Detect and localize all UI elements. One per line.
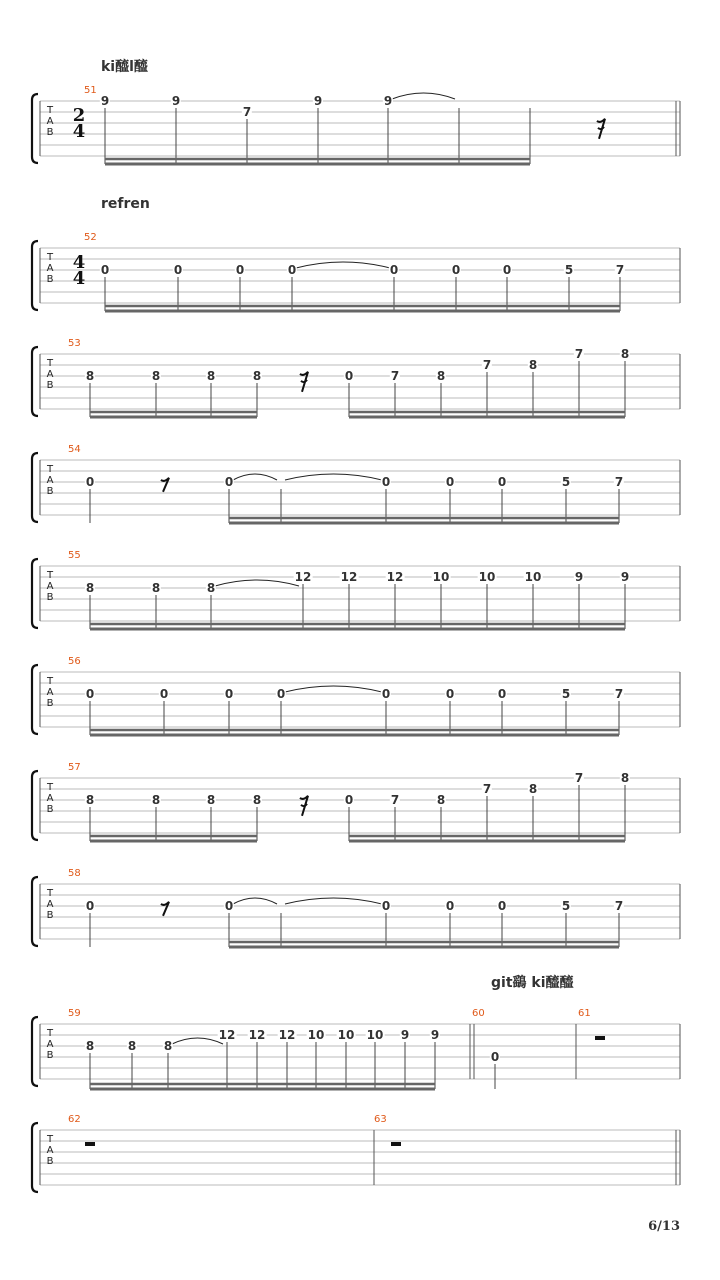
fret-number: 7 — [482, 782, 492, 796]
measure-number: 62 — [68, 1114, 81, 1125]
tab-clef-letter: B — [46, 127, 54, 138]
fret-number: 12 — [278, 1028, 296, 1042]
tab-clef-letter: A — [46, 793, 54, 804]
section-label: refren — [101, 196, 150, 212]
fret-number: 9 — [430, 1028, 440, 1042]
fret-number: 7 — [574, 771, 584, 785]
fret-number: 8 — [85, 581, 95, 595]
fret-number: 7 — [614, 475, 624, 489]
system-bracket — [32, 94, 38, 163]
tab-clef-letter: B — [46, 486, 54, 497]
tab-clef-letter: B — [46, 910, 54, 921]
fret-number: 10 — [432, 570, 450, 584]
system-bracket — [32, 347, 38, 416]
measure-number: 63 — [374, 1114, 387, 1125]
system-bracket — [32, 453, 38, 522]
time-signature: 4 — [72, 121, 86, 142]
fret-number: 10 — [524, 570, 542, 584]
fret-number: 7 — [242, 105, 252, 119]
tab-clef-letter: T — [46, 105, 54, 116]
fret-number: 0 — [100, 263, 110, 277]
fret-number: 8 — [528, 782, 538, 796]
tie — [285, 686, 382, 692]
tab-clef-letter: B — [46, 1156, 54, 1167]
fret-number: 8 — [436, 369, 446, 383]
fret-number: 12 — [340, 570, 358, 584]
sixteenth-rest-flag — [301, 804, 307, 806]
fret-number: 9 — [400, 1028, 410, 1042]
fret-number: 10 — [337, 1028, 355, 1042]
fret-number: 0 — [224, 475, 234, 489]
fret-number: 0 — [497, 687, 507, 701]
fret-number: 12 — [248, 1028, 266, 1042]
fret-number: 9 — [574, 570, 584, 584]
eighth-rest — [161, 902, 169, 916]
tie — [233, 898, 277, 904]
tie — [285, 898, 382, 904]
fret-number: 0 — [85, 687, 95, 701]
time-signature: 4 — [72, 268, 86, 289]
fret-number: 9 — [313, 94, 323, 108]
eighth-rest — [161, 478, 169, 492]
fret-number: 9 — [620, 570, 630, 584]
measure-number: 57 — [68, 762, 81, 773]
fret-number: 12 — [218, 1028, 236, 1042]
fret-number: 7 — [482, 358, 492, 372]
page-number: 6/13 — [648, 1219, 680, 1234]
tab-clef-letter: T — [46, 888, 54, 899]
section-label: git鷂 ki醯醯 — [491, 975, 574, 991]
section-label: ki醯l醯 — [101, 59, 148, 75]
measure-number: 54 — [68, 444, 81, 455]
fret-number: 0 — [445, 475, 455, 489]
fret-number: 8 — [620, 347, 630, 361]
whole-rest — [595, 1036, 605, 1040]
system-bracket — [32, 559, 38, 628]
fret-number: 0 — [502, 263, 512, 277]
measure-number: 59 — [68, 1008, 81, 1019]
fret-number: 7 — [614, 899, 624, 913]
tab-clef-letter: B — [46, 274, 54, 285]
fret-number: 0 — [490, 1050, 500, 1064]
fret-number: 0 — [344, 369, 354, 383]
tab-clef-letter: B — [46, 1050, 54, 1061]
fret-number: 12 — [294, 570, 312, 584]
fret-number: 7 — [390, 793, 400, 807]
fret-number: 7 — [615, 263, 625, 277]
fret-number: 0 — [159, 687, 169, 701]
fret-number: 0 — [389, 263, 399, 277]
sixteenth-rest-flag — [598, 127, 604, 129]
tab-clef-letter: A — [46, 116, 54, 127]
fret-number: 8 — [206, 581, 216, 595]
tab-clef-letter: A — [46, 1039, 54, 1050]
tie — [172, 1038, 223, 1044]
fret-number: 8 — [151, 793, 161, 807]
fret-number: 8 — [163, 1039, 173, 1053]
fret-number: 0 — [287, 263, 297, 277]
fret-number: 8 — [436, 793, 446, 807]
tab-clef-letter: A — [46, 899, 54, 910]
fret-number: 10 — [366, 1028, 384, 1042]
fret-number: 8 — [528, 358, 538, 372]
fret-number: 0 — [381, 899, 391, 913]
tab-clef-letter: A — [46, 369, 54, 380]
fret-number: 12 — [386, 570, 404, 584]
fret-number: 8 — [252, 793, 262, 807]
system-bracket — [32, 1123, 38, 1192]
fret-number: 8 — [151, 369, 161, 383]
fret-number: 0 — [276, 687, 286, 701]
tab-clef-letter: T — [46, 464, 54, 475]
fret-number: 0 — [381, 687, 391, 701]
fret-number: 8 — [85, 369, 95, 383]
tie — [392, 93, 455, 99]
measure-number: 52 — [84, 232, 97, 243]
time-signature: 4 — [72, 252, 86, 273]
system-bracket — [32, 241, 38, 310]
fret-number: 7 — [390, 369, 400, 383]
tab-clef-letter: T — [46, 676, 54, 687]
tab-clef-letter: T — [46, 252, 54, 263]
fret-number: 7 — [574, 347, 584, 361]
fret-number: 5 — [561, 899, 571, 913]
fret-number: 0 — [344, 793, 354, 807]
fret-number: 0 — [235, 263, 245, 277]
fret-number: 8 — [127, 1039, 137, 1053]
tab-clef-letter: B — [46, 804, 54, 815]
measure-number: 55 — [68, 550, 81, 561]
fret-number: 0 — [224, 687, 234, 701]
tab-clef-letter: A — [46, 687, 54, 698]
fret-number: 9 — [383, 94, 393, 108]
fret-number: 0 — [497, 475, 507, 489]
measure-number: 56 — [68, 656, 81, 667]
tab-clef-letter: T — [46, 570, 54, 581]
tab-clef-letter: B — [46, 380, 54, 391]
sixteenth-rest — [300, 372, 308, 392]
fret-number: 8 — [620, 771, 630, 785]
fret-number: 0 — [445, 687, 455, 701]
measure-number: 58 — [68, 868, 81, 879]
tab-clef-letter: A — [46, 263, 54, 274]
tab-clef-letter: T — [46, 358, 54, 369]
fret-number: 9 — [100, 94, 110, 108]
tab-clef-letter: B — [46, 698, 54, 709]
fret-number: 10 — [307, 1028, 325, 1042]
fret-number: 0 — [445, 899, 455, 913]
tie — [285, 474, 382, 480]
fret-number: 8 — [252, 369, 262, 383]
fret-number: 0 — [451, 263, 461, 277]
fret-number: 5 — [561, 687, 571, 701]
fret-number: 8 — [206, 369, 216, 383]
fret-number: 0 — [224, 899, 234, 913]
sixteenth-rest — [597, 119, 605, 139]
tie — [215, 580, 299, 586]
fret-number: 0 — [381, 475, 391, 489]
measure-number: 51 — [84, 85, 97, 96]
fret-number: 0 — [497, 899, 507, 913]
tab-clef-letter: T — [46, 1134, 54, 1145]
whole-rest — [391, 1142, 401, 1146]
measure-number: 60 — [472, 1008, 485, 1019]
tab-clef-letter: A — [46, 1145, 54, 1156]
measure-number: 61 — [578, 1008, 591, 1019]
tie — [296, 262, 390, 268]
sixteenth-rest-flag — [301, 380, 307, 382]
fret-number: 8 — [85, 793, 95, 807]
system-bracket — [32, 1017, 38, 1086]
fret-number: 8 — [206, 793, 216, 807]
sixteenth-rest — [300, 796, 308, 816]
system-bracket — [32, 877, 38, 946]
fret-number: 5 — [564, 263, 574, 277]
fret-number: 9 — [171, 94, 181, 108]
system-bracket — [32, 771, 38, 840]
system-bracket — [32, 665, 38, 734]
fret-number: 5 — [561, 475, 571, 489]
tab-clef-letter: B — [46, 592, 54, 603]
tab-clef-letter: A — [46, 475, 54, 486]
time-signature: 2 — [72, 105, 86, 126]
tab-clef-letter: A — [46, 581, 54, 592]
whole-rest — [85, 1142, 95, 1146]
fret-number: 10 — [478, 570, 496, 584]
tab-clef-letter: T — [46, 782, 54, 793]
measure-number: 53 — [68, 338, 81, 349]
tab-clef-letter: T — [46, 1028, 54, 1039]
fret-number: 8 — [151, 581, 161, 595]
fret-number: 7 — [614, 687, 624, 701]
fret-number: 0 — [85, 475, 95, 489]
fret-number: 0 — [85, 899, 95, 913]
fret-number: 8 — [85, 1039, 95, 1053]
tie — [233, 474, 277, 480]
fret-number: 0 — [173, 263, 183, 277]
